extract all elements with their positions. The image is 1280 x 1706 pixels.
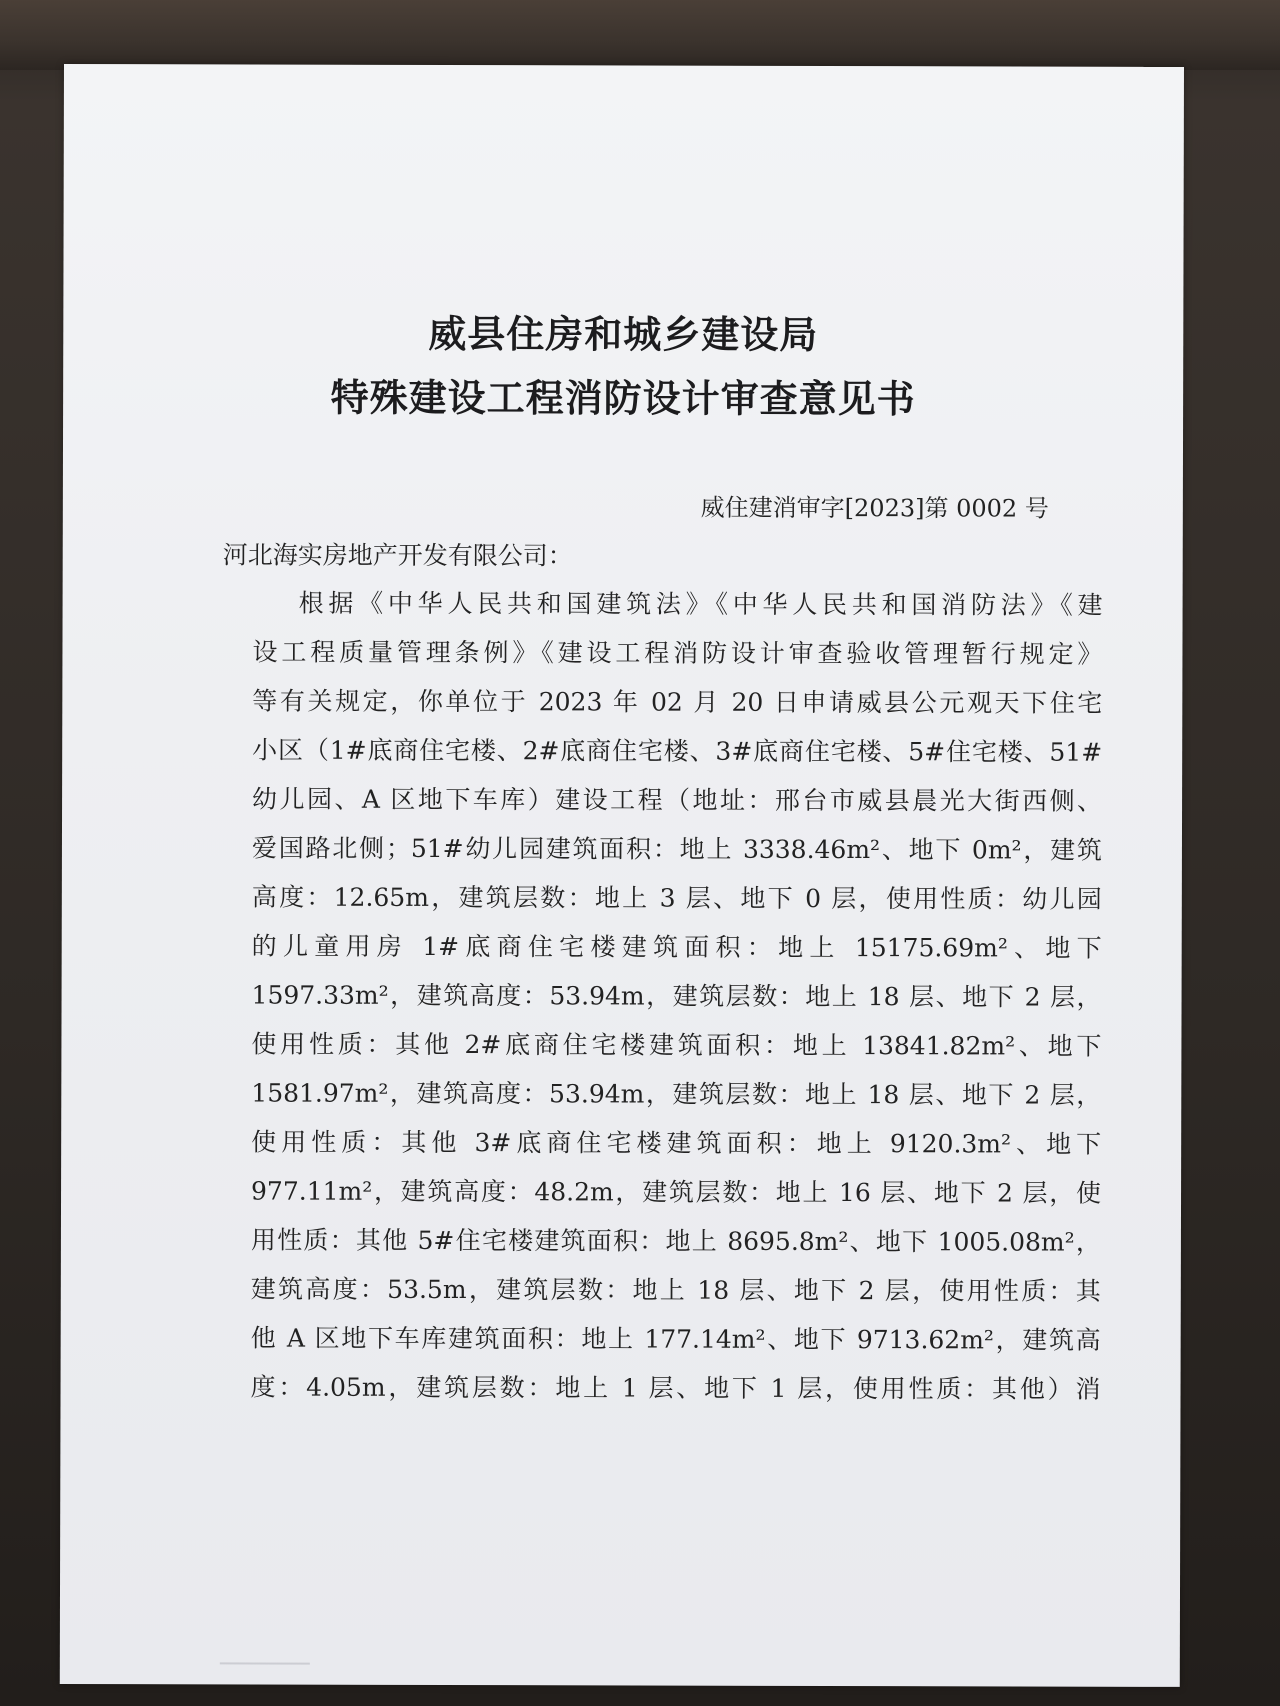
document-page — [60, 64, 1184, 1687]
body-line-5: 幼儿园、A 区地下车库）建设工程（地址：邢台市威县晨光大街西侧、 — [252, 784, 1103, 816]
body-line-2: 设工程质量管理条例》《建设工程消防设计审查验收管理暂行规定》 — [252, 637, 1103, 669]
body-line-15: 建筑高度：53.5m，建筑层数：地上 18 层、地下 2 层，使用性质：其 — [250, 1274, 1101, 1306]
document-number: 威住建消审字[2023]第 0002 号 — [700, 493, 1049, 523]
body-line-7: 高度：12.65m，建筑层数：地上 3 层、地下 0 层，使用性质：幼儿园 — [251, 882, 1102, 914]
body-line-8: 的儿童用房 1#底商住宅楼建筑面积：地上 15175.69m²、地下 — [251, 931, 1102, 963]
body-line-10: 使用性质：其他 2#底商住宅楼建筑面积：地上 13841.82m²、地下 — [251, 1029, 1102, 1061]
document-title-line1: 威县住房和城乡建设局 — [428, 311, 819, 357]
body-line-14: 用性质：其他 5#住宅楼建筑面积：地上 8695.8m²、地下 1005.08m²， — [250, 1225, 1101, 1257]
body-line-1: 根据《中华人民共和国建筑法》《中华人民共和国消防法》《建 — [298, 588, 1103, 620]
body-line-16: 他 A 区地下车库建筑面积：地上 177.14m²、地下 9713.62m²，建筑高 — [250, 1323, 1101, 1355]
show-through-mark — [220, 1662, 310, 1664]
document-title-line2: 特殊建设工程消防设计审查意见书 — [330, 375, 916, 422]
body-line-9: 1597.33m²，建筑高度：53.94m，建筑层数：地上 18 层、地下 2 层， — [251, 980, 1102, 1012]
table-surface — [0, 0, 1280, 70]
body-line-17: 度：4.05m，建筑层数：地上 1 层、地下 1 层，使用性质：其他）消 — [250, 1372, 1101, 1404]
body-line-3: 等有关规定，你单位于 2023 年 02 月 20 日申请威县公元观天下住宅 — [252, 686, 1103, 718]
body-line-11: 1581.97m²，建筑高度：53.94m，建筑层数：地上 18 层、地下 2 层， — [251, 1078, 1102, 1110]
addressee: 河北海实房地产开发有限公司： — [222, 540, 573, 571]
body-line-6: 爱国路北侧；51#幼儿园建筑面积：地上 3338.46m²、地下 0m²，建筑 — [251, 833, 1102, 865]
body-line-4: 小区（1#底商住宅楼、2#底商住宅楼、3#底商住宅楼、5#住宅楼、51# — [252, 735, 1103, 767]
body-line-12: 使用性质：其他 3#底商住宅楼建筑面积：地上 9120.3m²、地下 — [251, 1127, 1102, 1159]
body-line-13: 977.11m²，建筑高度：48.2m，建筑层数：地上 16 层、地下 2 层，使 — [251, 1176, 1102, 1208]
